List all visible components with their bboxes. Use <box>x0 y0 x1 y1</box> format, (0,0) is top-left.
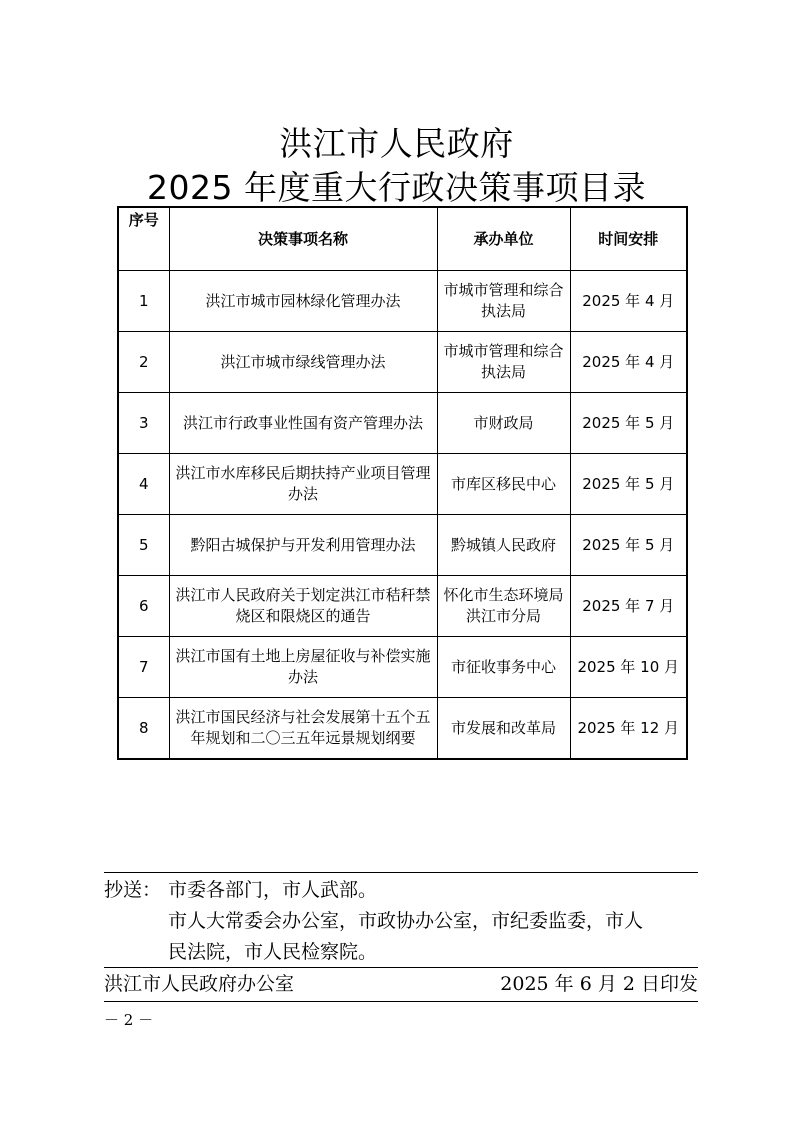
table-row <box>118 637 687 698</box>
row-time: 2025 年 10 月 <box>570 637 687 698</box>
row-name: 洪江市行政事业性国有资产管理办法 <box>169 393 437 454</box>
row-seq: 3 <box>118 393 169 454</box>
row-seq: 8 <box>118 698 169 760</box>
cc-recipients-line1: 市委各部门，市人武部。 <box>168 879 378 901</box>
row-seq: 4 <box>118 454 169 515</box>
decision-catalog-table <box>117 206 688 760</box>
table-row <box>118 515 687 576</box>
header-unit: 承办单位 <box>437 207 570 271</box>
row-unit: 黔城镇人民政府 <box>437 515 570 576</box>
issue-date: 2025 年 6 月 2 日印发 <box>500 973 698 995</box>
table-row <box>118 698 687 760</box>
cc-top-rule <box>104 872 698 873</box>
cc-recipients-line2: 市人大常委会办公室，市政协办公室，市纪委监委，市人 <box>168 910 644 932</box>
cc-prefix-label: 抄送： <box>104 879 162 901</box>
row-name: 洪江市城市园林绿化管理办法 <box>169 271 437 332</box>
header-name: 决策事项名称 <box>169 207 437 271</box>
row-unit: 市城市管理和综合执法局 <box>437 332 570 393</box>
table-header-row <box>118 207 687 271</box>
table-row <box>118 332 687 393</box>
row-time: 2025 年 7 月 <box>570 576 687 637</box>
row-time: 2025 年 12 月 <box>570 698 687 760</box>
issuing-office: 洪江市人民政府办公室 <box>104 973 295 995</box>
cc-recipients-line3: 民法院，市人民检察院。 <box>168 941 378 963</box>
row-name: 洪江市城市绿线管理办法 <box>169 332 437 393</box>
table-row <box>118 576 687 637</box>
footer-bottom-rule <box>104 1001 698 1002</box>
page-number: － 2 － <box>104 1011 154 1029</box>
row-time: 2025 年 5 月 <box>570 393 687 454</box>
row-seq: 2 <box>118 332 169 393</box>
row-unit: 怀化市生态环境局洪江市分局 <box>437 576 570 637</box>
row-name: 洪江市水库移民后期扶持产业项目管理办法 <box>169 454 437 515</box>
row-time: 2025 年 4 月 <box>570 332 687 393</box>
row-name: 黔阳古城保护与开发利用管理办法 <box>169 515 437 576</box>
header-time: 时间安排 <box>570 207 687 271</box>
document-title-line2: 2025 年度重大行政决策事项目录 <box>147 168 646 207</box>
row-seq: 1 <box>118 271 169 332</box>
table-row <box>118 393 687 454</box>
table-row <box>118 271 687 332</box>
row-name: 洪江市国民经济与社会发展第十五个五年规划和二〇三五年远景规划纲要 <box>169 698 437 760</box>
row-seq: 5 <box>118 515 169 576</box>
row-unit: 市库区移民中心 <box>437 454 570 515</box>
row-time: 2025 年 5 月 <box>570 454 687 515</box>
row-name: 洪江市人民政府关于划定洪江市秸秆禁烧区和限烧区的通告 <box>169 576 437 637</box>
row-time: 2025 年 5 月 <box>570 515 687 576</box>
row-seq: 7 <box>118 637 169 698</box>
row-name: 洪江市国有土地上房屋征收与补偿实施办法 <box>169 637 437 698</box>
document-title-line1: 洪江市人民政府 <box>279 124 514 163</box>
row-seq: 6 <box>118 576 169 637</box>
row-unit: 市发展和改革局 <box>437 698 570 760</box>
row-unit: 市城市管理和综合执法局 <box>437 271 570 332</box>
table-row <box>118 454 687 515</box>
header-seq: 序号 <box>118 207 169 271</box>
row-unit: 市征收事务中心 <box>437 637 570 698</box>
cc-bottom-rule <box>104 967 698 968</box>
row-time: 2025 年 4 月 <box>570 271 687 332</box>
row-unit: 市财政局 <box>437 393 570 454</box>
